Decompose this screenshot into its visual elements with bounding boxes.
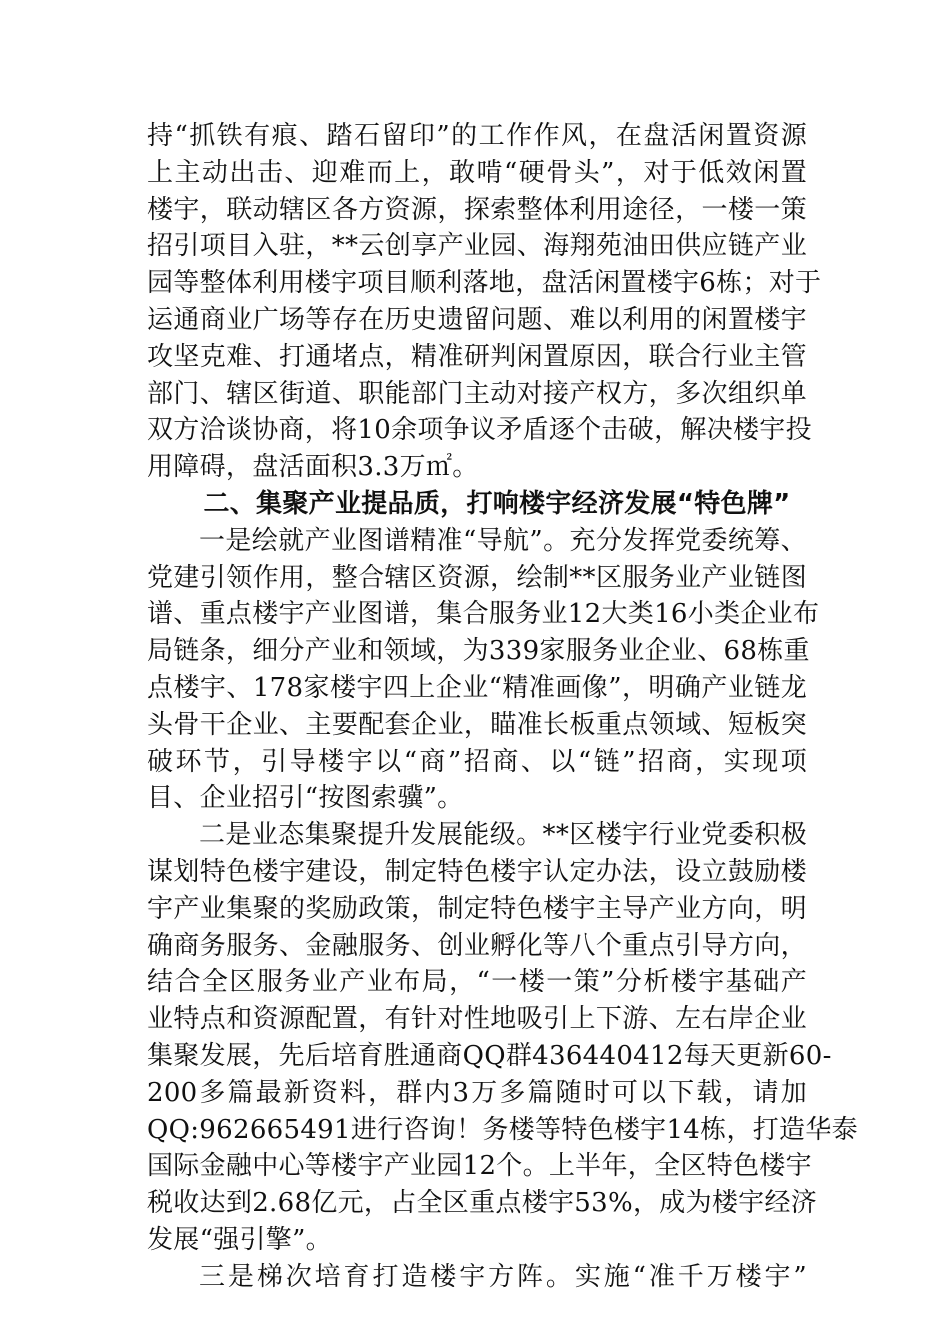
text-line: 税收达到2.68亿元，占全区重点楼宇53%，成为楼宇经济 (147, 1188, 818, 1219)
text-line: 结合全区服务业产业布局，“一楼一策”分析楼宇基础产 (147, 967, 807, 998)
text-line: 一是绘就产业图谱精准“导航”。充分发挥党委统筹、 (199, 525, 807, 556)
text-line: 200多篇最新资料，群内3万多篇随时可以下载，请加 (147, 1077, 807, 1108)
text-line: 运通商业广场等存在历史遗留问题、难以利用的闲置楼宇 (147, 304, 807, 335)
text-line: 业特点和资源配置，有针对性地吸引上下游、左右岸企业 (147, 1004, 807, 1035)
text-line: 双方洽谈协商，将10余项争议矛盾逐个击破，解决楼宇投 (147, 415, 812, 446)
text-line: 园等整体利用楼宇项目顺利落地，盘活闲置楼宇6栋；对于 (147, 268, 822, 299)
text-line: 楼宇，联动辖区各方资源，探索整体利用途径，一楼一策 (147, 194, 807, 225)
text-line: QQ:962665491进行咨询！务楼等特色楼宇14栋，打造华泰 (147, 1114, 858, 1145)
text-line: 点楼宇、178家楼宇四上企业“精准画像”，明确产业链龙 (147, 672, 807, 703)
text-line: 持“抓铁有痕、踏石留印”的工作作风，在盘活闲置资源 (147, 121, 807, 151)
text-line: 头骨干企业、主要配套企业，瞄准长板重点领域、短板突 (147, 709, 807, 740)
text-line: 党建引领作用，整合辖区资源，绘制**区服务业产业链图 (147, 562, 807, 593)
text-line: 三是梯次培育打造楼宇方阵。实施“准千万楼宇” (199, 1261, 807, 1292)
text-line: 二是业态集聚提升发展能级。**区楼宇行业党委积极 (199, 820, 807, 851)
text-line: 破环节，引导楼宇以“商”招商、以“链”招商，实现项 (147, 746, 807, 777)
text-line: 用障碍，盘活面积3.3万㎡。 (147, 452, 479, 483)
text-line: 确商务服务、金融服务、创业孵化等八个重点引导方向， (147, 930, 807, 961)
text-line: 部门、辖区街道、职能部门主动对接产权方，多次组织单 (147, 378, 807, 409)
document-body (147, 118, 858, 1296)
text-line: 谋划特色楼宇建设，制定特色楼宇认定办法，设立鼓励楼 (147, 856, 807, 887)
text-line: 谱、重点楼宇产业图谱，集合服务业12大类16小类企业布 (147, 599, 820, 630)
section-heading: 二、集聚产业提品质，打响楼宇经济发展“特色牌” (203, 488, 791, 519)
text-line: 攻坚克难、打通堵点，精准研判闲置原因，联合行业主管 (147, 341, 807, 372)
text-line: 招引项目入驻，**云创享产业园、海翔苑油田供应链产业 (147, 231, 807, 262)
text-line: 发展“强引擎”。 (147, 1224, 332, 1255)
text-line: 目、企业招引“按图索骥”。 (147, 783, 464, 814)
text-line: 局链条，细分产业和领域，为339家服务业企业、68栋重 (147, 636, 810, 667)
text-line: 国际金融中心等楼宇产业园12个。上半年，全区特色楼宇 (147, 1151, 812, 1182)
text-line: 上主动出击、迎难而上，敢啃“硬骨头”，对于低效闲置 (147, 157, 807, 188)
text-line: 集聚发展，先后培育胜通商QQ群436440412每天更新60- (147, 1040, 832, 1071)
text-line: 宇产业集聚的奖励政策，制定特色楼宇主导产业方向，明 (147, 893, 807, 924)
